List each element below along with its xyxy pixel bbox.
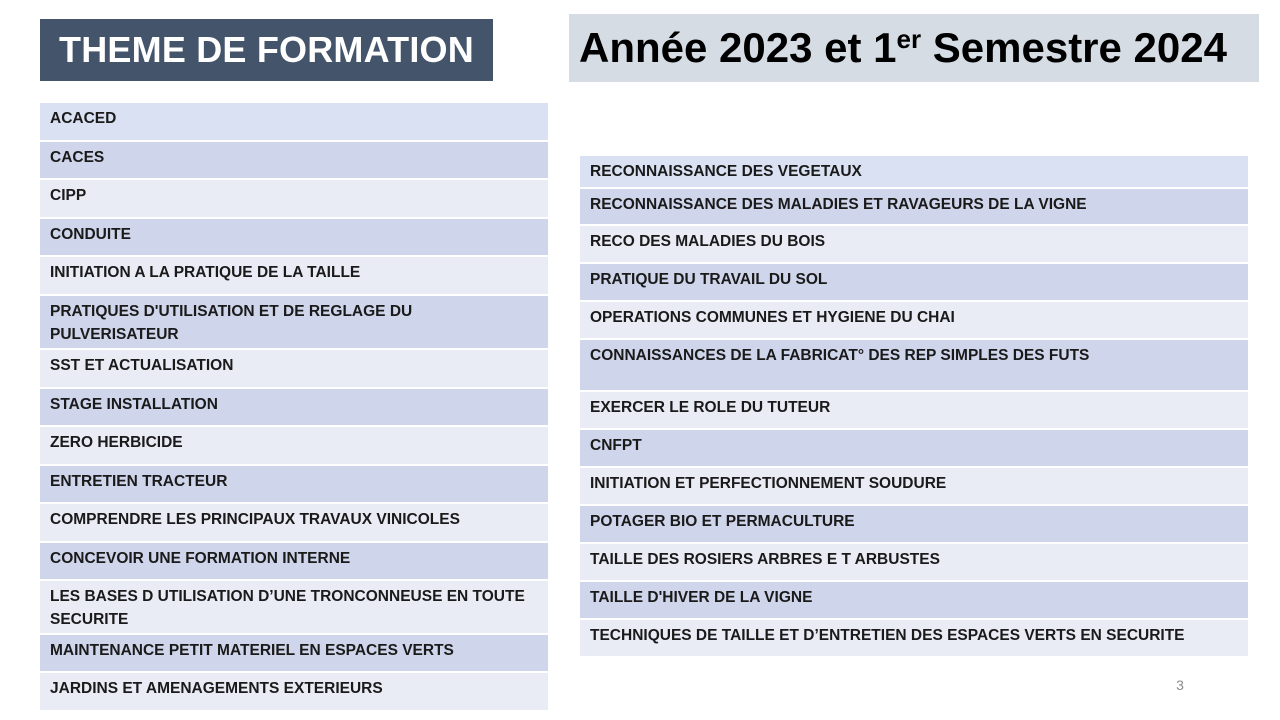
table-row: COMPRENDRE LES PRINCIPAUX TRAVAUX VINICOLES bbox=[40, 504, 548, 543]
left-training-table bbox=[40, 103, 548, 712]
table-row: CONCEVOIR UNE FORMATION INTERNE bbox=[40, 543, 548, 581]
table-row: RECO DES MALADIES DU BOIS bbox=[580, 226, 1248, 264]
table-row: MAINTENANCE PETIT MATERIEL EN ESPACES VERTS bbox=[40, 635, 548, 673]
right-training-table bbox=[580, 156, 1248, 658]
table-row: RECONNAISSANCE DES MALADIES ET RAVAGEURS DE LA VIGNE bbox=[580, 189, 1248, 226]
table-row: TAILLE D'HIVER DE LA VIGNE bbox=[580, 582, 1248, 620]
table-row: SST ET ACTUALISATION bbox=[40, 350, 548, 389]
table-row: ACACED bbox=[40, 103, 548, 142]
period-title-part1: Année 2023 et 1 bbox=[579, 24, 897, 71]
table-row: POTAGER BIO ET PERMACULTURE bbox=[580, 506, 1248, 544]
table-row: ZERO HERBICIDE bbox=[40, 427, 548, 466]
table-row: RECONNAISSANCE DES VEGETAUX bbox=[580, 156, 1248, 189]
table-row: PRATIQUES D'UTILISATION ET DE REGLAGE DU PULVERISATEUR bbox=[40, 296, 548, 350]
table-row: CNFPT bbox=[580, 430, 1248, 468]
table-row: ENTRETIEN TRACTEUR bbox=[40, 466, 548, 504]
period-title bbox=[569, 14, 1259, 82]
period-title-part2: Semestre 2024 bbox=[921, 24, 1227, 71]
table-row: CONNAISSANCES DE LA FABRICAT° DES REP SIMPLES DES FUTS bbox=[580, 340, 1248, 392]
table-row: EXERCER LE ROLE DU TUTEUR bbox=[580, 392, 1248, 430]
table-row: CACES bbox=[40, 142, 548, 180]
table-row: TECHNIQUES DE TAILLE ET D’ENTRETIEN DES ESPACES VERTS EN SECURITE bbox=[580, 620, 1248, 658]
table-row: LES BASES D UTILISATION D’UNE TRONCONNEUSE EN TOUTE SECURITE bbox=[40, 581, 548, 635]
table-row: STAGE INSTALLATION bbox=[40, 389, 548, 427]
table-row: JARDINS ET AMENAGEMENTS EXTERIEURS bbox=[40, 673, 548, 712]
page-number: 3 bbox=[1176, 677, 1184, 693]
theme-title: THEME DE FORMATION bbox=[40, 19, 493, 81]
period-title-superscript: er bbox=[896, 24, 922, 54]
table-row: INITIATION A LA PRATIQUE DE LA TAILLE bbox=[40, 257, 548, 296]
table-row: OPERATIONS COMMUNES ET HYGIENE DU CHAI bbox=[580, 302, 1248, 340]
table-row: PRATIQUE DU TRAVAIL DU SOL bbox=[580, 264, 1248, 302]
table-row: INITIATION ET PERFECTIONNEMENT SOUDURE bbox=[580, 468, 1248, 506]
table-row: TAILLE DES ROSIERS ARBRES E T ARBUSTES bbox=[580, 544, 1248, 582]
table-row: CONDUITE bbox=[40, 219, 548, 257]
table-row: CIPP bbox=[40, 180, 548, 219]
